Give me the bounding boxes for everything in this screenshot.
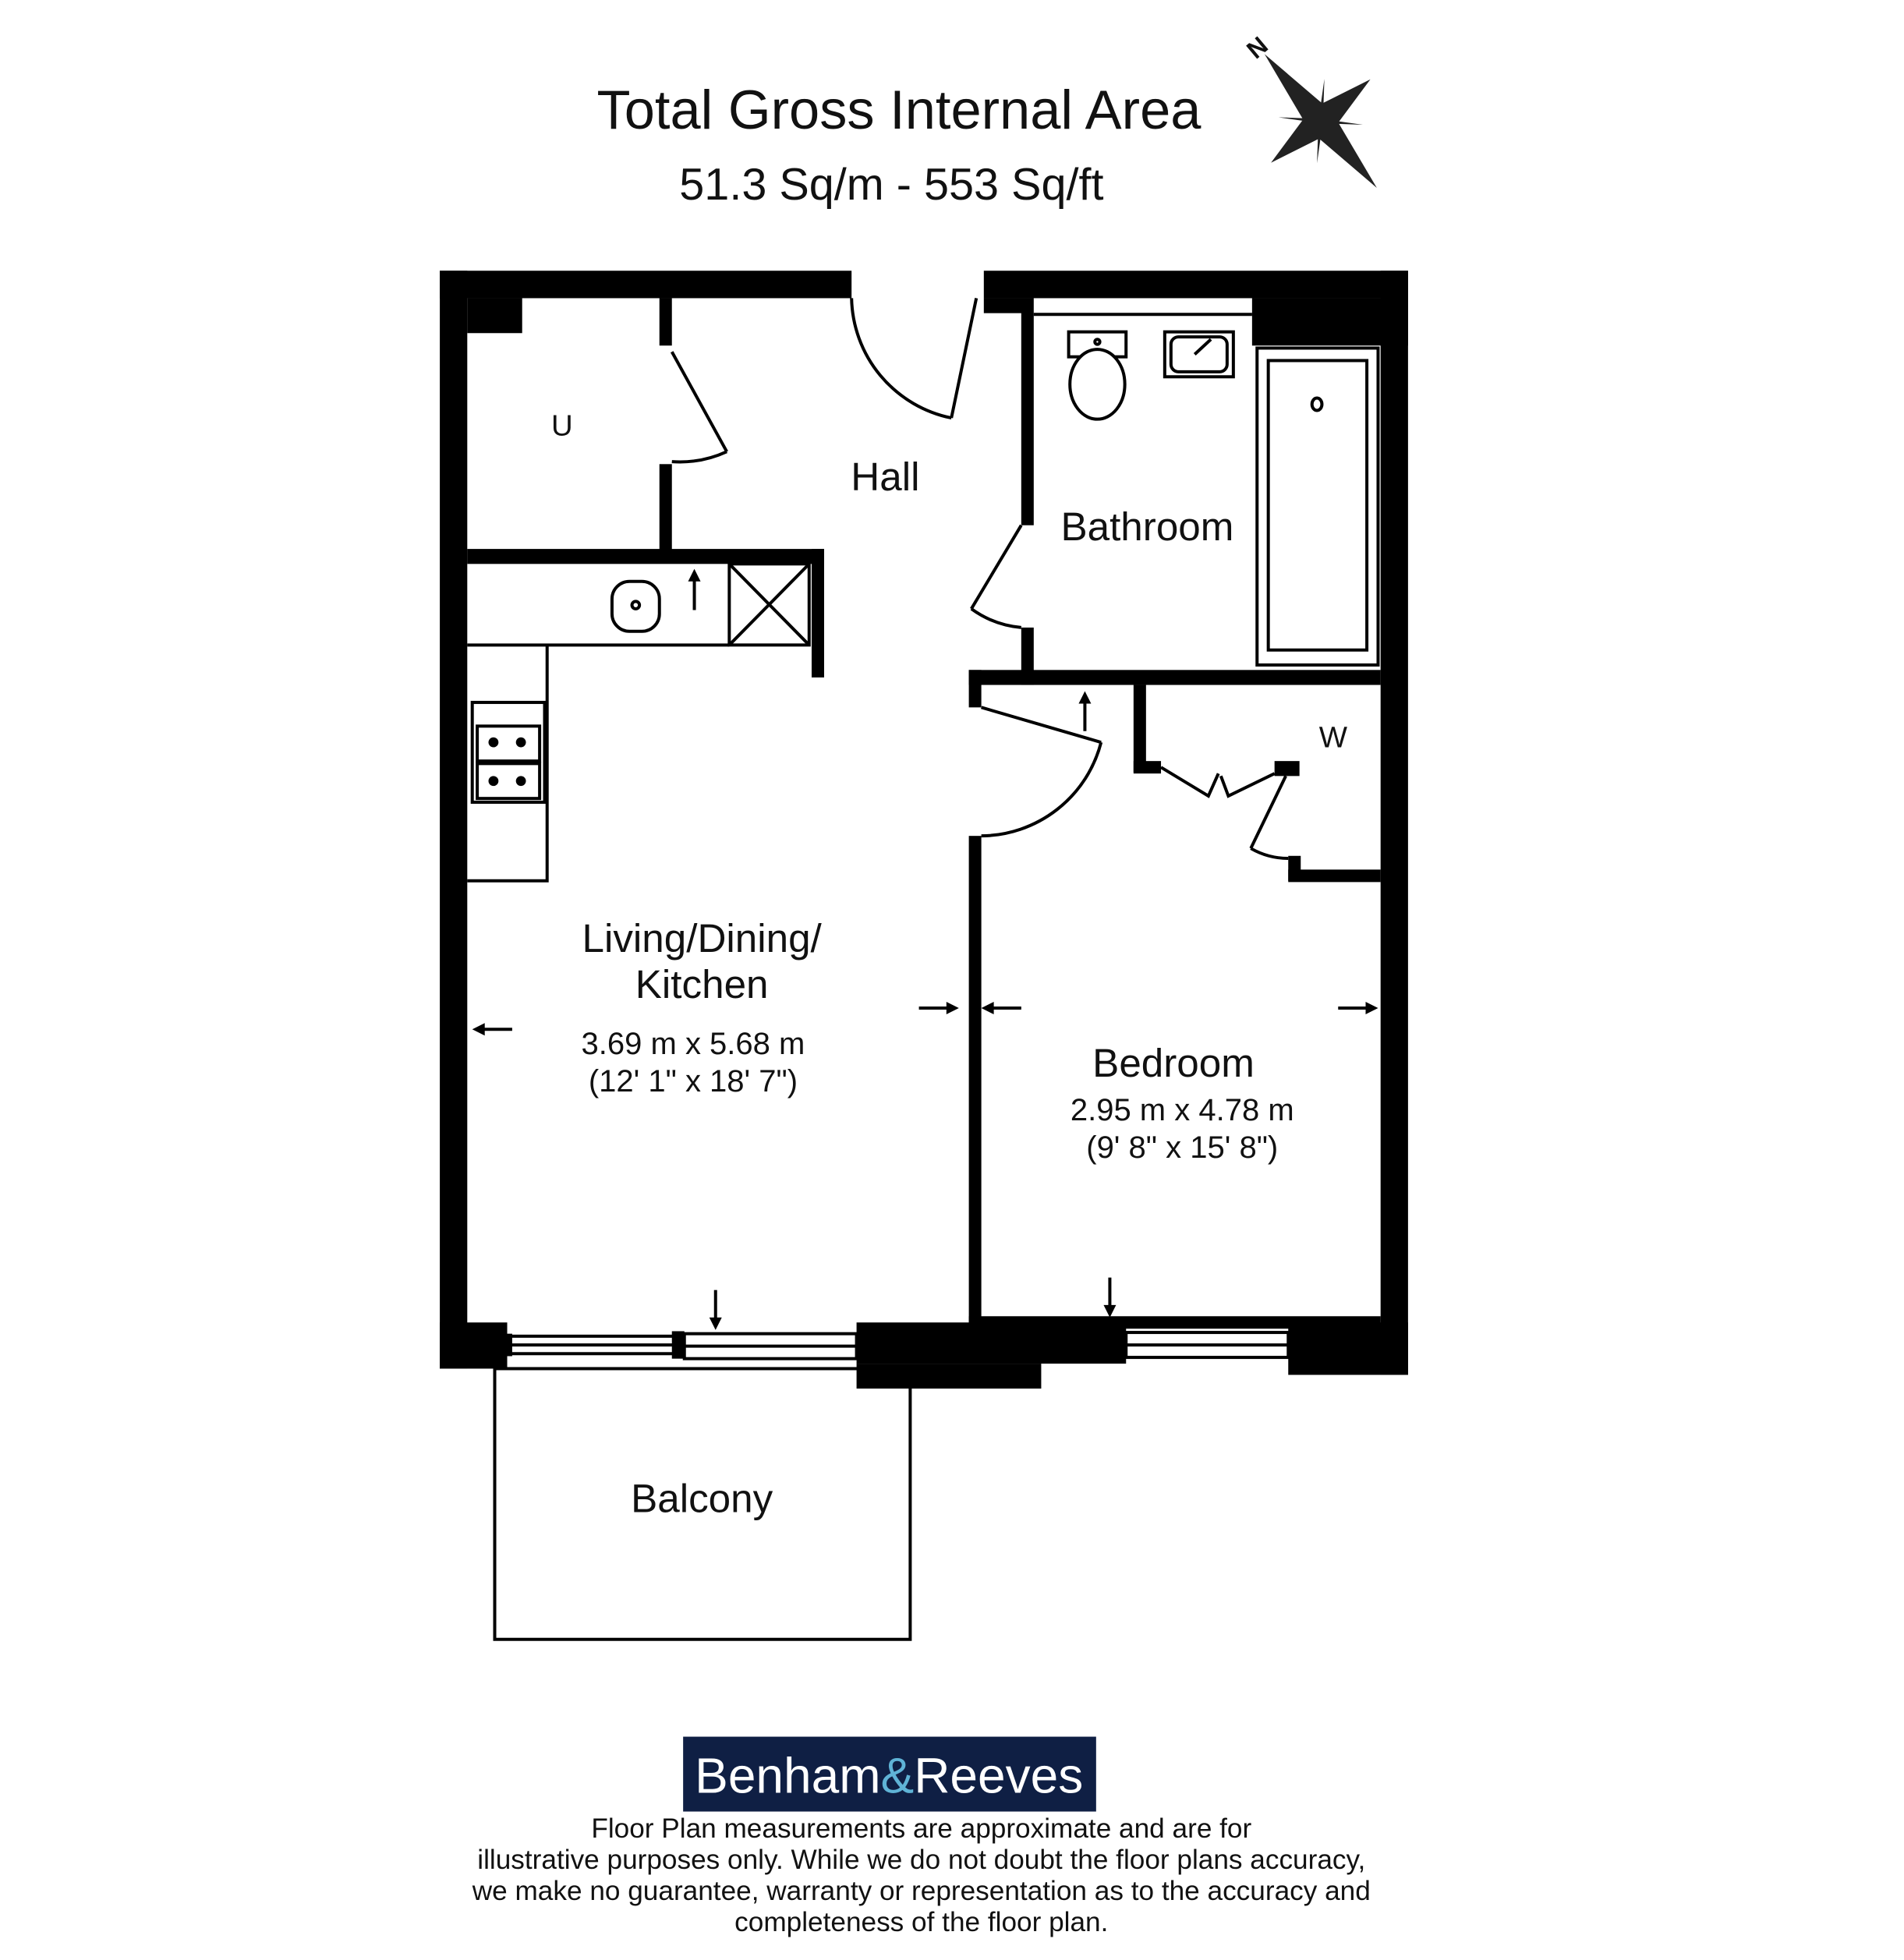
kitchen-fixtures (467, 564, 809, 880)
disclaimer-line-4: completeness of the floor plan. (734, 1907, 1109, 1938)
disclaimer-line-2: illustrative purposes only. While we do not doubt the floor plans accuracy, (477, 1845, 1366, 1876)
hob-icon (472, 702, 545, 802)
bathroom-fixtures (1034, 314, 1378, 665)
room-label-living: Living/Dining/ (582, 915, 822, 961)
plan-area: 51.3 Sq/m - 553 Sq/ft (679, 160, 1104, 211)
room-dim-bedroom-metric: 2.95 m x 4.78 m (1070, 1093, 1294, 1128)
basin-icon (1165, 332, 1233, 377)
disclaimer-line-1: Floor Plan measurements are approximate and are for (591, 1813, 1252, 1845)
room-dim-living-metric: 3.69 m x 5.68 m (581, 1027, 805, 1062)
room-label-bedroom: Bedroom (1092, 1041, 1255, 1086)
toilet-icon (1069, 332, 1127, 419)
room-label-balcony: Balcony (631, 1476, 773, 1521)
brand-logo-text: Benham&Reeves (695, 1747, 1084, 1804)
room-label-wardrobe: W (1318, 720, 1348, 755)
room-label-bathroom: Bathroom (1060, 504, 1234, 549)
room-label-hall: Hall (851, 454, 920, 499)
bathtub-icon (1257, 348, 1378, 664)
room-dim-bedroom-imperial: (9' 8" x 15' 8") (1086, 1130, 1279, 1166)
compass-north-label: N (1240, 30, 1273, 65)
kitchen-sink-icon (612, 582, 660, 632)
plan-title: Total Gross Internal Area (596, 78, 1202, 140)
room-dim-living-imperial: (12' 1" x 18' 7") (588, 1064, 798, 1099)
disclaimer-line-3: we make no guarantee, warranty or representation as to the accuracy and (472, 1876, 1371, 1907)
brand-logo (683, 1737, 1096, 1812)
room-label-living-2: Kitchen (635, 962, 769, 1007)
room-label-utility: U (551, 409, 573, 443)
